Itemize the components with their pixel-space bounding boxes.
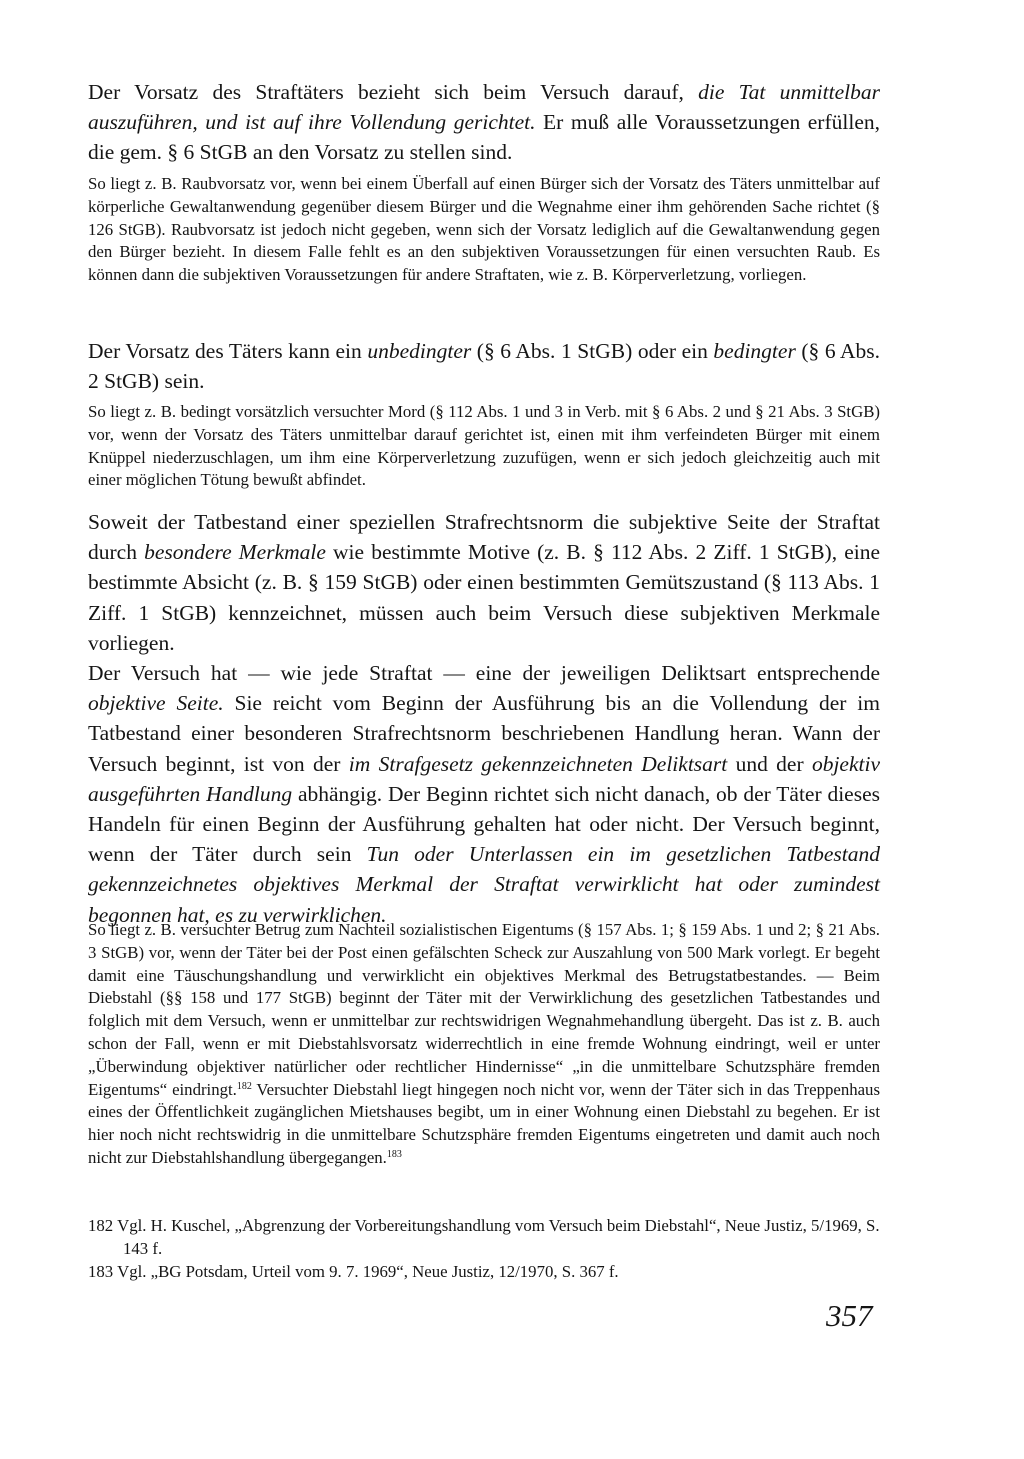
footnote-183	[88, 1261, 880, 1284]
footnote-text: Vgl. „BG Potsdam, Urteil vom 9. 7. 1969“, Neue Justiz, 12/1970, S. 367 f.	[117, 1261, 619, 1281]
emphasis-text: objektive Seite.	[88, 691, 224, 716]
text-run: Der Vorsatz des Straftäters bezieht sich beim Versuch darauf,	[88, 80, 699, 104]
emphasis-text: die Tat unmittelbar auszuführen, und ist auf ihre Vollendung gerichtet.	[88, 80, 880, 135]
emphasis-text: Tun oder Unterlassen ein im gesetzlichen Tatbestand gekennzeichnetes objektives Merkmal der Straftat verwirklicht hat oder zumindest begonnen hat, es zu verwirklichen.	[88, 842, 880, 927]
paragraph-objective-side	[88, 658, 880, 930]
paragraph-conditional-intent	[88, 336, 880, 396]
main-text-block	[88, 507, 880, 930]
emphasis-text: objektiv ausgeführten Handlung	[88, 751, 881, 806]
text-run: Soweit der Tatbestand einer speziellen Strafrechtsnorm die subjektive Seite der Straftat durch	[88, 510, 880, 565]
footnote-182	[88, 1215, 880, 1261]
text-run: (§ 6 Abs. 2 StGB) sein.	[88, 339, 880, 394]
text-run: Er muß alle Voraussetzungen erfüllen, die gem. § 6 StGB an den Vorsatz zu stellen sind.	[88, 110, 880, 165]
text-run: wie bestimmte Motive (z. B. § 112 Abs. 2 Ziff. 1 StGB), eine bestimmte Absicht (z. B. § 159 StGB) oder einen bestimmten Gemütszustand (§ 113 Abs. 1 Ziff. 1 StGB) kennzeichnet, müssen auch beim Versuch diese subjektiven Merkmale vorliegen.	[88, 540, 880, 655]
text-run: abhängig. Der Beginn richtet sich nicht danach, ob der Täter dieses Handeln für einen Beginn der Ausführung gehalten hat oder nicht. Der Versuch beginnt, wenn der Täter durch sein	[88, 781, 880, 867]
text-run: Versuchter Diebstahl liegt hingegen noch nicht vor, wenn der Täter sich in das Treppenhaus eines der Öffentlichkeit zugänglichen Mietshauses begibt, um in einer Wohnung einen Diebstahl zu begehen. Er ist hier noch nicht rechtswidrig in die unmittelbare Schutzsphäre fremden Eigentums eingetreten und damit auch noch nicht zur Diebstahlshandlung übergegangen.	[88, 1079, 880, 1167]
footnote-ref: 183	[386, 1148, 402, 1160]
example-fraud-theft	[88, 919, 880, 1170]
footnote-text: Vgl. H. Kuschel, „Abgrenzung der Vorbereitungshandlung vom Versuch beim Diebstahl“, Neue Justiz, 5/1969, S. 143 f.	[117, 1216, 880, 1258]
example-robbery	[88, 173, 880, 287]
paragraph-intent	[88, 77, 880, 168]
text-run: (§ 6 Abs. 1 StGB) oder ein	[471, 339, 714, 363]
page-number: 357	[826, 1298, 873, 1333]
emphasis-text: im Strafgesetz gekennzeichneten Deliktsart	[348, 751, 728, 776]
text-run: Der Versuch hat — wie jede Straftat — eine der jeweiligen Deliktsart entsprechende	[88, 661, 880, 686]
text-run: So liegt z. B. Raubvorsatz vor, wenn bei einem Überfall auf einen Bürger sich der Vorsatz des Täters unmittelbar auf körperliche Gewaltanwendung gegenüber diesem Bürger und die Wegnahme einer ihm gehörenden Sache richtet (§ 126 StGB). Raubvorsatz ist jedoch nicht gegeben, wenn sich der Vorsatz lediglich auf die Gewaltanwendung gegen den Bürger bezieht. In diesem Falle fehlt es an den subjektiven Voraussetzungen für einen versuchten Raub. Es können dann die subjektiven Voraussetzungen für andere Straftaten, wie z. B. Körperverletzung, vorliegen.	[88, 174, 880, 285]
footnote-label: 183	[88, 1261, 114, 1281]
emphasis-text: unbedingter	[367, 339, 472, 363]
footnotes	[88, 1215, 880, 1283]
text-run: So liegt z. B. bedingt vorsätzlich versuchter Mord (§ 112 Abs. 1 und 3 in Verb. mit § 6 Abs. 2 und § 21 Abs. 3 StGB) vor, wenn der Vorsatz des Täters unmittelbar darauf gerichtet ist, einen mit ihm verfeindeten Bürger mit einem Knüppel niederzuschlagen, um ihm eine Körperverletzung zuzufügen, wenn er sich jedoch gleichzeitig auch mit einer möglichen Tötung bewußt abfindet.	[88, 402, 880, 490]
text-run: So liegt z. B. versuchter Betrug zum Nachteil sozialistischen Eigentums (§ 157 Abs. 1; § 159 Abs. 1 und 2; § 21 Abs. 3 StGB) vor, wenn der Täter bei der Post einen gefälschten Scheck zur Auszahlung von 500 Mark vorlegt. Er begeht damit eine Täuschungshandlung und verwirklicht ein objektives Merkmal des Betrugstatbestandes. — Beim Diebstahl (§§ 158 und 177 StGB) beginnt der Täter mit der Verwirklichung des gesetzlichen Tatbestandes und folglich mit dem Versuch, wenn er unmittelbar zur rechtswidrigen Wegnahmehandlung übergeht. Das ist z. B. auch schon der Fall, wenn er mit Diebstahlsvorsatz widerrechtlich in eine fremde Wohnung eindringt, weil er unter „Überwindung objektiver natürlicher oder rechtlicher Hindernisse“ „in die unmittelbare Schutzsphäre fremden Eigentums“ eindringt.	[88, 920, 880, 1099]
footnote-label: 182	[88, 1216, 114, 1235]
paragraph-special-features	[88, 507, 880, 658]
emphasis-text: bedingter	[713, 339, 796, 363]
text-run: Der Vorsatz des Täters kann ein	[88, 339, 368, 363]
text-run: und der	[727, 751, 812, 776]
text-run: Sie reicht vom Beginn der Ausführung bis an die Vollendung der im Tatbestand einer besonderen Strafrechtsnorm beschriebenen Handlung heran. Wann der Versuch beginnt, ist von der	[88, 691, 880, 776]
example-murder	[88, 401, 880, 492]
footnote-ref: 182	[236, 1080, 252, 1092]
emphasis-text: besondere Merkmale	[144, 540, 326, 565]
